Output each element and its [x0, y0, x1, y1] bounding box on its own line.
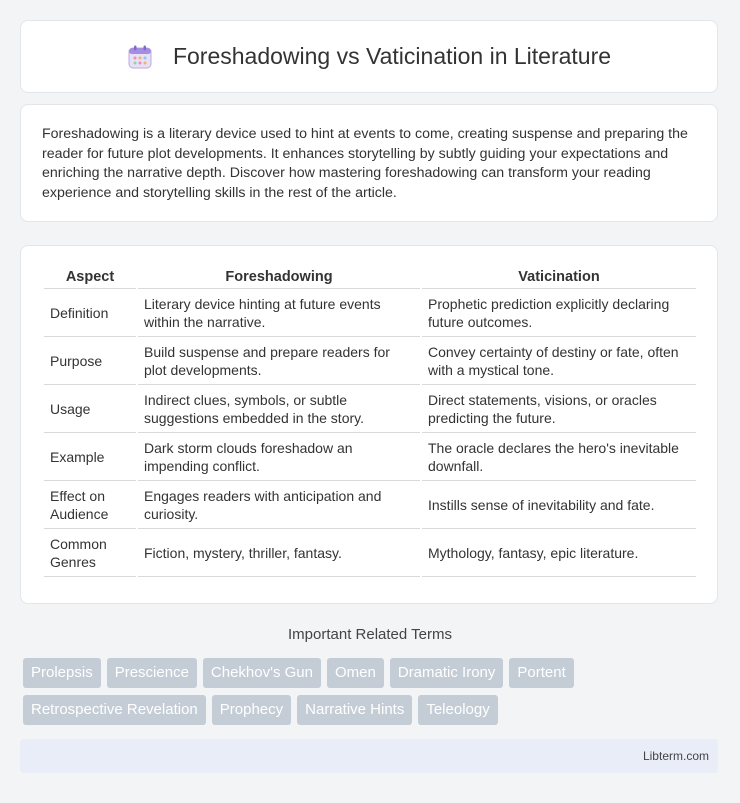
- row-foreshadowing: Fiction, mystery, thriller, fantasy.: [138, 529, 420, 577]
- term-tag[interactable]: Omen: [327, 658, 384, 688]
- row-vaticination: The oracle declares the hero's inevitable downfall.: [422, 433, 696, 481]
- row-foreshadowing: Engages readers with anticipation and curiosity.: [138, 481, 420, 529]
- table-row: [44, 433, 696, 481]
- intro-card: [20, 104, 718, 222]
- page-title: Foreshadowing vs Vaticination in Literature: [172, 43, 612, 69]
- row-foreshadowing: Dark storm clouds foreshadow an impending conflict.: [138, 433, 420, 481]
- row-aspect: Definition: [44, 289, 136, 337]
- term-tag[interactable]: Prolepsis: [23, 658, 101, 688]
- table-header-row: [44, 266, 696, 289]
- row-aspect: Effect on Audience: [44, 481, 136, 529]
- footer-site-link[interactable]: Libterm.com: [642, 749, 709, 763]
- related-terms-list: [23, 658, 723, 732]
- row-vaticination: Convey certainty of destiny or fate, often with a mystical tone.: [422, 337, 696, 385]
- table-row: [44, 529, 696, 577]
- table-row: [44, 289, 696, 337]
- intro-text: Foreshadowing is a literary device used to hint at events to come, creating suspense and preparing the reader for future plot developments. It enhances storytelling by subtly guiding your expectations and enriching the narrative depth. Discover how mastering foreshadowing can transform your reading experience and storytelling skills in the rest of the article.: [42, 126, 688, 201]
- title-card: [20, 20, 718, 93]
- comparison-card: [20, 245, 718, 604]
- term-tag[interactable]: Chekhov's Gun: [203, 658, 321, 688]
- term-tag[interactable]: Prescience: [107, 658, 197, 688]
- term-tag[interactable]: Teleology: [418, 695, 497, 725]
- footer: [20, 739, 718, 773]
- table-row: [44, 385, 696, 433]
- header-vaticination: Vaticination: [422, 266, 696, 289]
- term-tag[interactable]: Retrospective Revelation: [23, 695, 206, 725]
- row-aspect: Example: [44, 433, 136, 481]
- calendar-icon: [127, 44, 153, 70]
- row-vaticination: Prophetic prediction explicitly declaring future outcomes.: [422, 289, 696, 337]
- term-tag[interactable]: Portent: [509, 658, 573, 688]
- row-vaticination: Mythology, fantasy, epic literature.: [422, 529, 696, 577]
- term-tag[interactable]: Dramatic Irony: [390, 658, 504, 688]
- row-aspect: Common Genres: [44, 529, 136, 577]
- row-aspect: Usage: [44, 385, 136, 433]
- header-foreshadowing: Foreshadowing: [138, 266, 420, 289]
- row-vaticination: Direct statements, visions, or oracles predicting the future.: [422, 385, 696, 433]
- table-row: [44, 481, 696, 529]
- row-foreshadowing: Build suspense and prepare readers for plot developments.: [138, 337, 420, 385]
- comparison-table: [42, 266, 698, 577]
- related-terms-title: Important Related Terms: [288, 626, 452, 643]
- row-foreshadowing: Literary device hinting at future events within the narrative.: [138, 289, 420, 337]
- row-aspect: Purpose: [44, 337, 136, 385]
- row-foreshadowing: Indirect clues, symbols, or subtle suggestions embedded in the story.: [138, 385, 420, 433]
- term-tag[interactable]: Narrative Hints: [297, 695, 412, 725]
- header-aspect: Aspect: [44, 266, 136, 289]
- term-tag[interactable]: Prophecy: [212, 695, 291, 725]
- table-row: [44, 337, 696, 385]
- row-vaticination: Instills sense of inevitability and fate.: [422, 481, 696, 529]
